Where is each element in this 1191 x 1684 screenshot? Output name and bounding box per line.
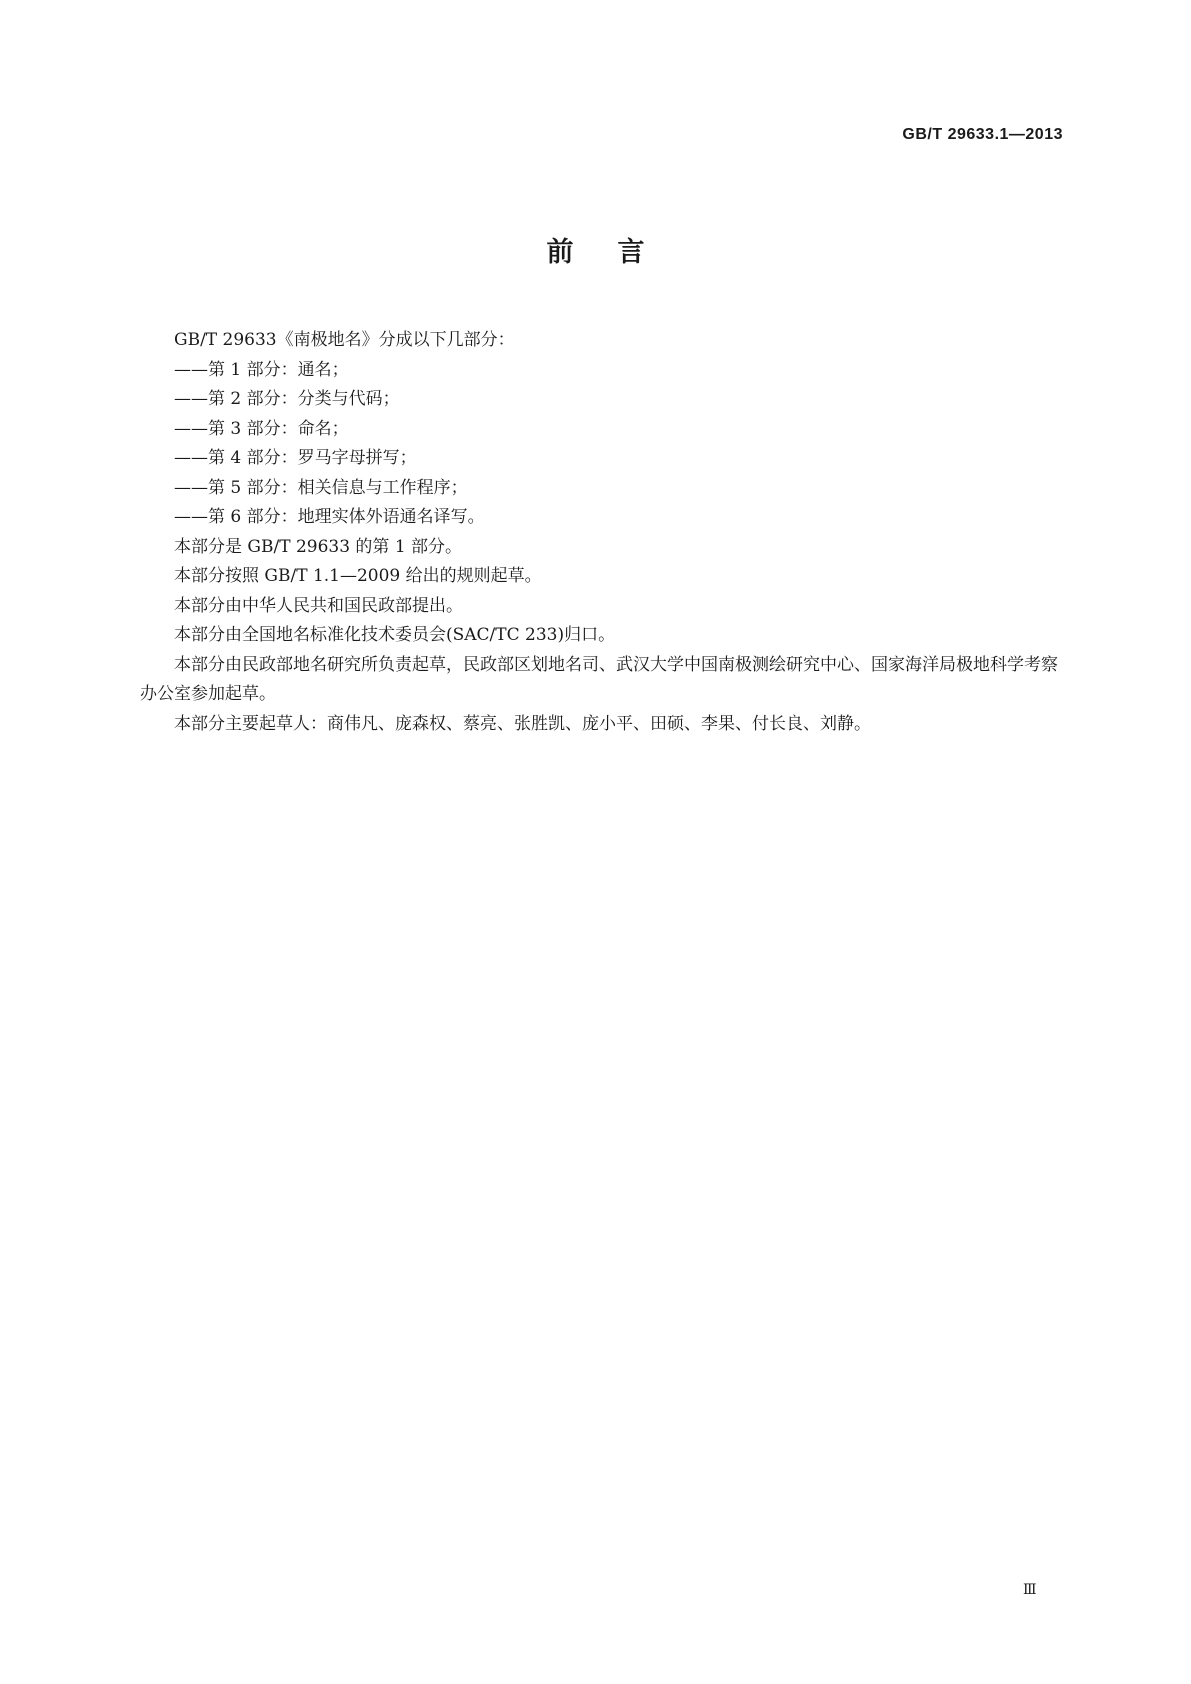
part-item-3: ——第 3 部分：命名； bbox=[174, 418, 349, 439]
paragraph-drafting-units: 本部分由民政部地名研究所负责起草，民政部区划地名司、武汉大学中国南极测绘研究中心、国家海洋局极地科学考察办公室参加起草。 bbox=[140, 654, 1058, 704]
paragraph-committee: 本部分由全国地名标准化技术委员会(SAC/TC 233)归口。 bbox=[174, 625, 616, 645]
part-item-1: ——第 1 部分：通名； bbox=[174, 359, 349, 380]
paragraph-drafting-rules: 本部分按照 GB/T 1.1—2009 给出的规则起草。 bbox=[174, 566, 542, 586]
paragraph-drafters: 本部分主要起草人：商伟凡、庞森权、蔡亮、张胜凯、庞小平、田硕、李果、付长良、刘静。 bbox=[174, 713, 871, 734]
paragraph-proposer: 本部分由中华人民共和国民政部提出。 bbox=[174, 595, 463, 616]
part-item-5: ——第 5 部分：相关信息与工作程序； bbox=[174, 477, 468, 498]
paragraph-part-number: 本部分是 GB/T 29633 的第 1 部分。 bbox=[174, 536, 463, 557]
part-item-4: ——第 4 部分：罗马字母拼写； bbox=[174, 448, 417, 468]
page-title: 前言 bbox=[546, 237, 689, 268]
standard-code: GB/T 29633.1—2013 bbox=[902, 126, 1063, 143]
part-item-6: ——第 6 部分：地理实体外语通名译写。 bbox=[174, 507, 485, 527]
page-number: Ⅲ bbox=[1023, 1582, 1037, 1598]
part-item-2: ——第 2 部分：分类与代码； bbox=[174, 389, 400, 409]
foreword-body bbox=[140, 326, 1062, 739]
intro-paragraph: GB/T 29633《南极地名》分成以下几部分： bbox=[174, 330, 515, 350]
